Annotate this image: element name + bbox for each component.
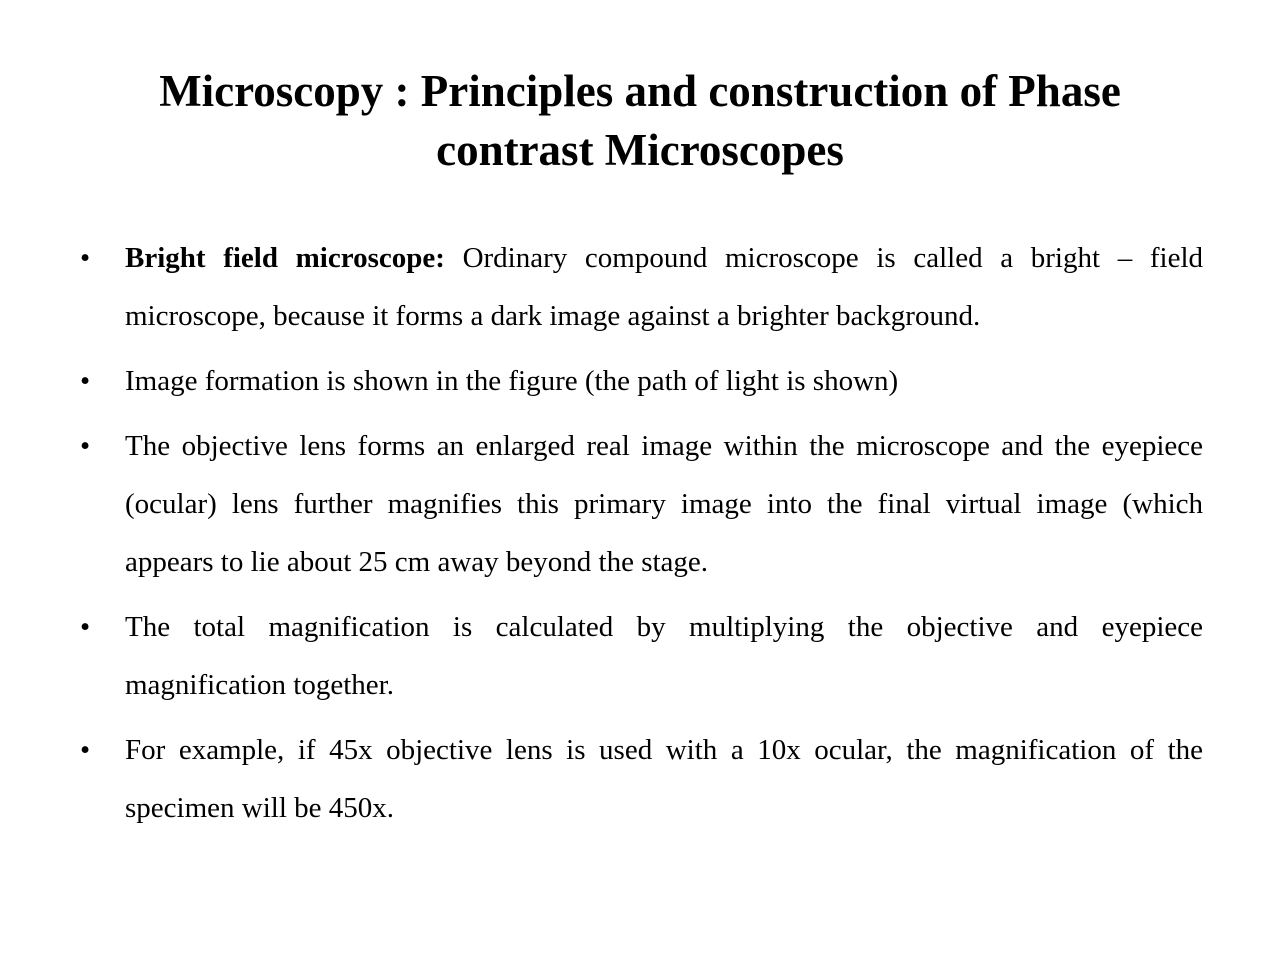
bullet-item-objective-lens bbox=[78, 417, 1203, 591]
bullet-item-image-formation bbox=[78, 352, 1203, 410]
slide-title: Microscopy : Principles and construction of Phase contrast Microscopes bbox=[159, 66, 1121, 175]
bullet-lead-text: Bright field microscope: bbox=[125, 242, 445, 274]
bullet-icon: • bbox=[80, 365, 91, 397]
bullet-item-total-magnification bbox=[78, 598, 1203, 714]
bullet-body-text: Ordinary compound microscope is called a bright – field microscope, because it forms a dark image against a brighter background. bbox=[125, 242, 1203, 332]
bullet-body-text: Image formation is shown in the figure (the path of light is shown) bbox=[125, 365, 899, 397]
bullet-body-text: The total magnification is calculated by multiplying the objective and eyepiece magnification together. bbox=[125, 611, 1203, 701]
bullet-body-text: For example, if 45x objective lens is used with a 10x ocular, the magnification of the specimen will be 450x. bbox=[125, 734, 1203, 824]
bullet-icon: • bbox=[80, 611, 91, 643]
bullet-icon: • bbox=[80, 430, 91, 462]
bullet-body-text: The objective lens forms an enlarged real image within the microscope and the eyepiece (ocular) lens further magnifies this primary image into the final virtual image (which appears to lie about 25 cm away beyond the stage. bbox=[125, 430, 1203, 578]
bullet-item-bright-field bbox=[78, 229, 1203, 345]
bullet-item-example bbox=[78, 721, 1203, 837]
bullet-icon: • bbox=[80, 734, 91, 766]
bullet-list bbox=[78, 229, 1203, 837]
bullet-icon: • bbox=[80, 242, 91, 274]
